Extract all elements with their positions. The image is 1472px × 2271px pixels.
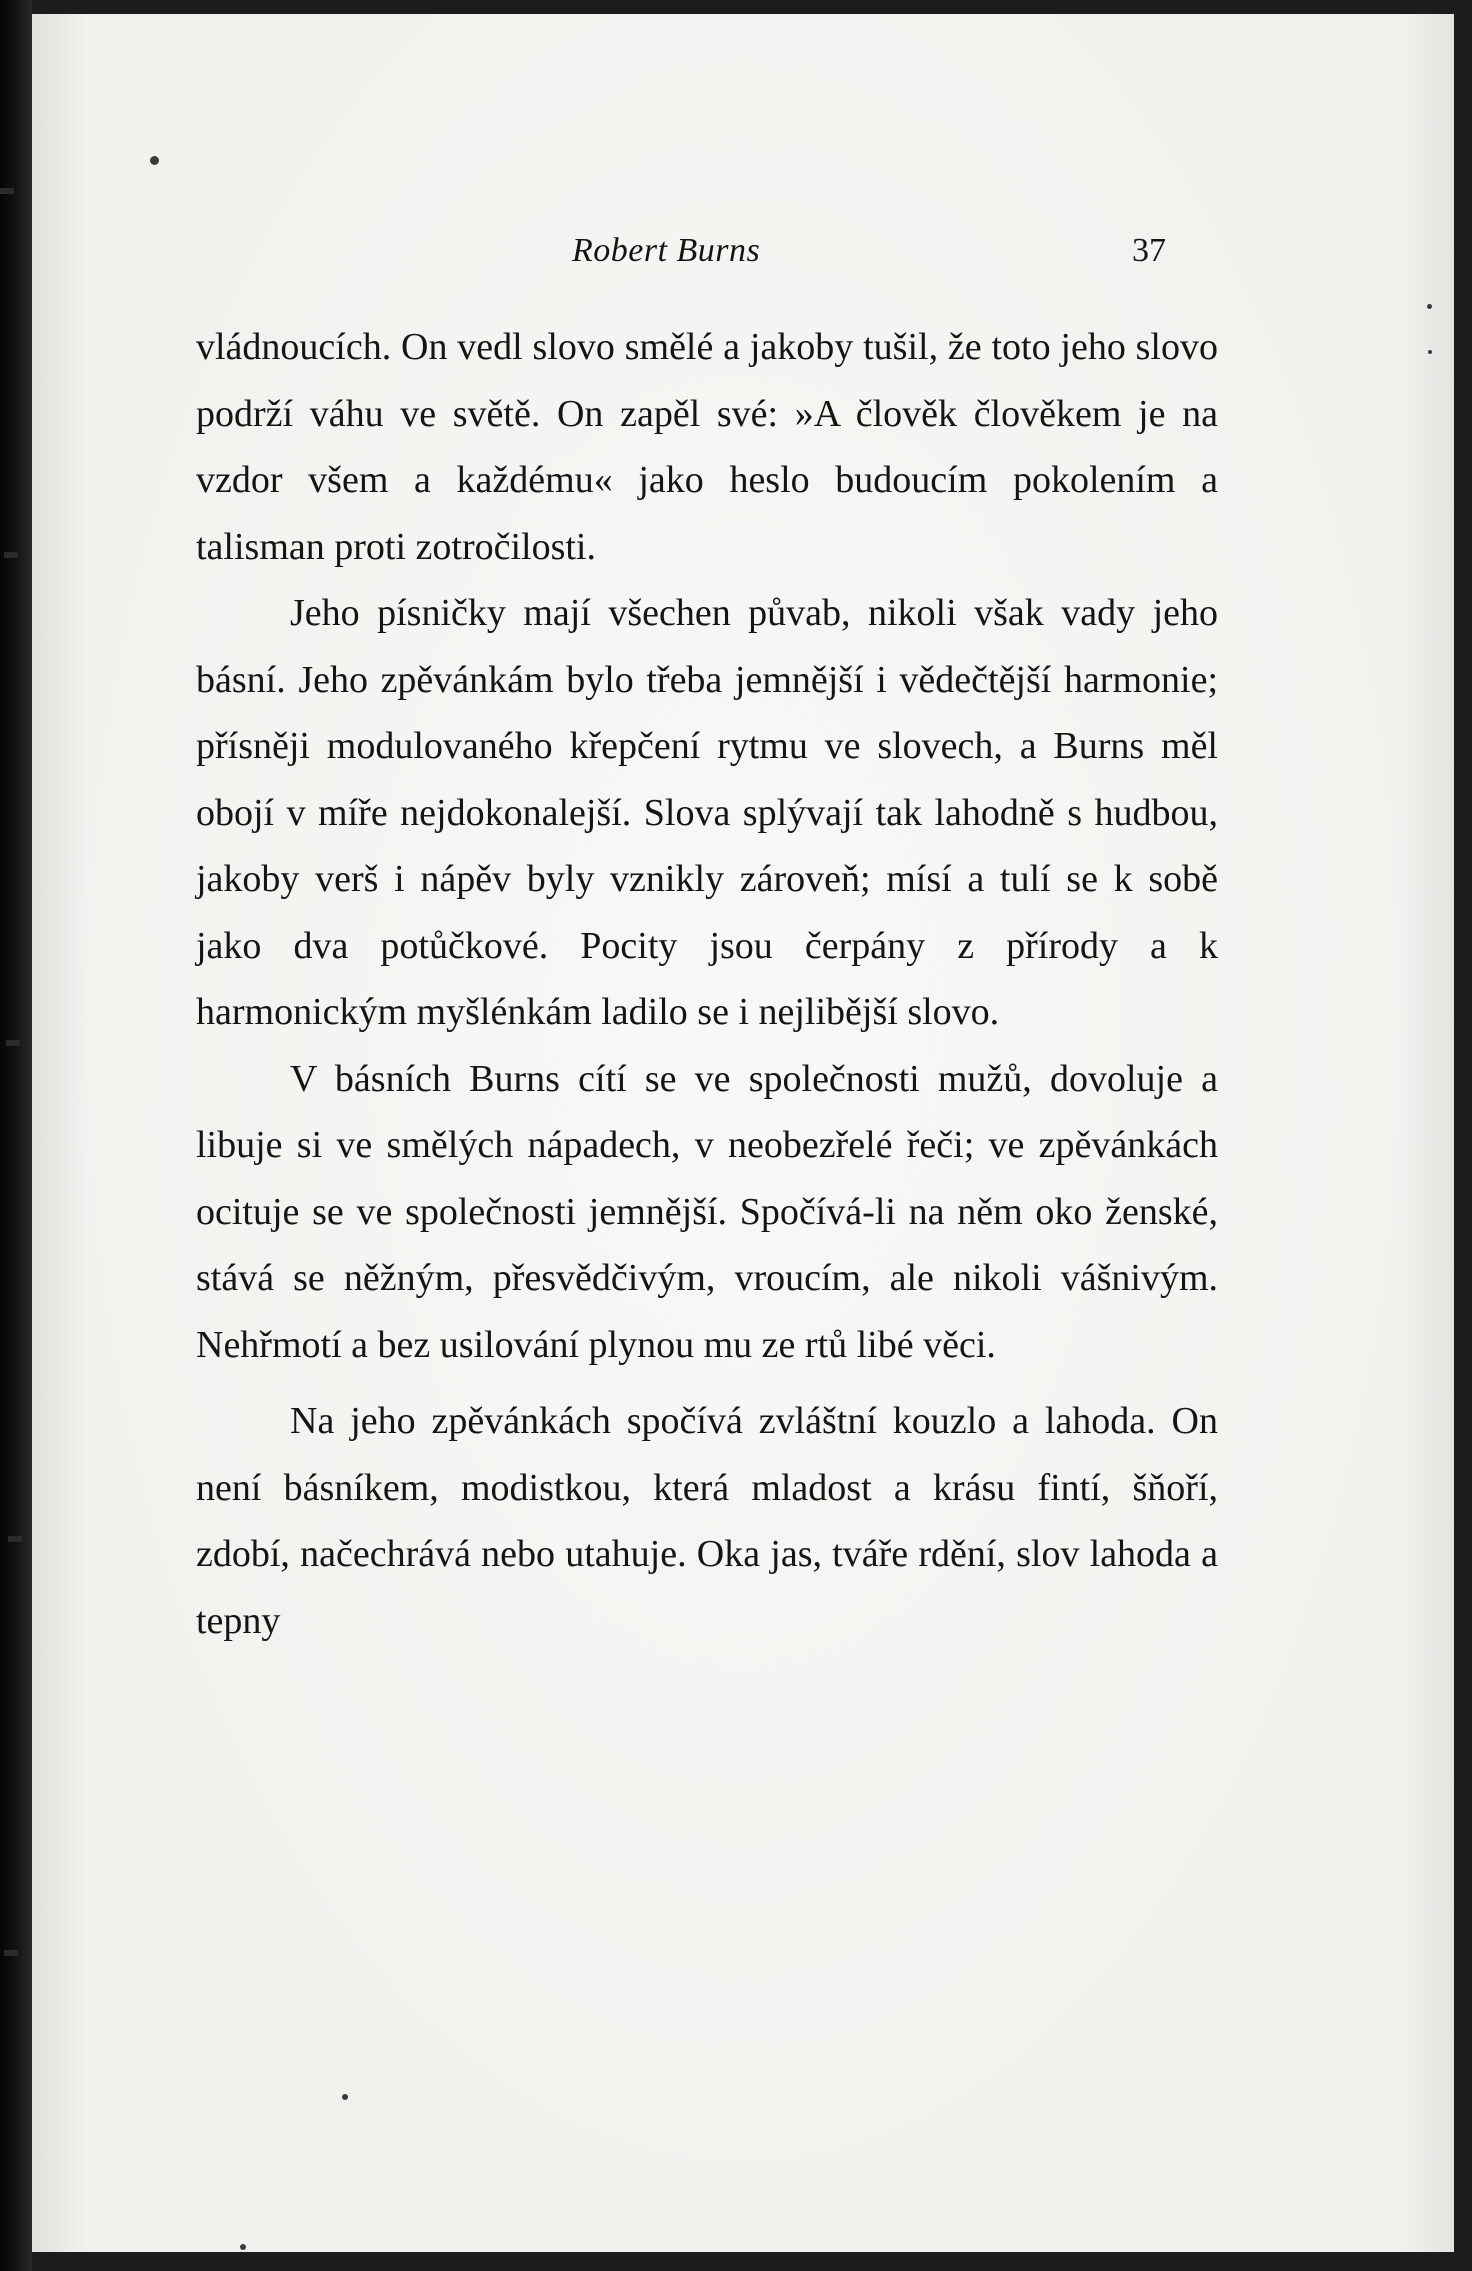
- scan-speck: [150, 156, 159, 165]
- binding-mark: [0, 188, 14, 194]
- body-text: [196, 314, 1218, 1654]
- running-header: [32, 232, 1454, 292]
- scan-speck: [1427, 304, 1432, 309]
- scan-speck: [342, 2094, 348, 2100]
- paragraph-3: V básních Burns cítí se ve společnosti mužů, dovoluje a libuje si ve smělých nápadech, v neobezřelé řeči; ve zpěvánkách ocituje se ve společnosti jemnější. Spočívá-li na něm oko ženské, stává se něžným, přesvědčivým, vroucím, ale nikoli vášnivým. Nehřmotí a bez usilování plynou mu ze rtů libé věci.: [196, 1057, 1218, 1366]
- scan-speck: [240, 2244, 246, 2250]
- running-title: Robert Burns: [572, 232, 761, 269]
- binding-mark: [6, 1040, 20, 1046]
- binding-mark: [4, 1950, 18, 1956]
- paragraph-4: Na jeho zpěvánkách spočívá zvláštní kouzlo a lahoda. On není básníkem, modistkou, která mladost a krásu fintí, šňoří, zdobí, načechrává nebo utahuje. Oka jas, tváře rdění, slov lahoda a tepny: [196, 1400, 1218, 1642]
- scan-speck: [1428, 350, 1432, 354]
- paragraph-1: vládnoucích. On vedl slovo smělé a jakoby tušil, že toto jeho slovo podrží váhu ve světě. On zapěl své: »A člověk člověkem je na vzdor všem a každému« jako heslo budoucím pokolením a talisman proti zotročilosti.: [196, 326, 1218, 568]
- binding-mark: [8, 1536, 22, 1542]
- paragraph-2: Jeho písničky mají všechen půvab, nikoli však vady jeho básní. Jeho zpěvánkám bylo třeba jemnější i vědečtější harmonie; přísněji modulovaného křepčení rytmu ve slovech, a Burns měl obojí v míře nejdokonalejší. Slova splývají tak lahodně s hudbou, jakoby verš i nápěv byly vznikly zároveň; mísí a tulí se k sobě jako dva potůčkové. Pocity jsou čerpány z přírody a k harmonickým myšlénkám ladilo se i nejlibější slovo.: [196, 592, 1218, 1033]
- binding-mark: [4, 552, 18, 558]
- book-spine-shadow: [0, 0, 32, 2271]
- page-number: 37: [1132, 232, 1166, 269]
- book-page: [32, 14, 1454, 2252]
